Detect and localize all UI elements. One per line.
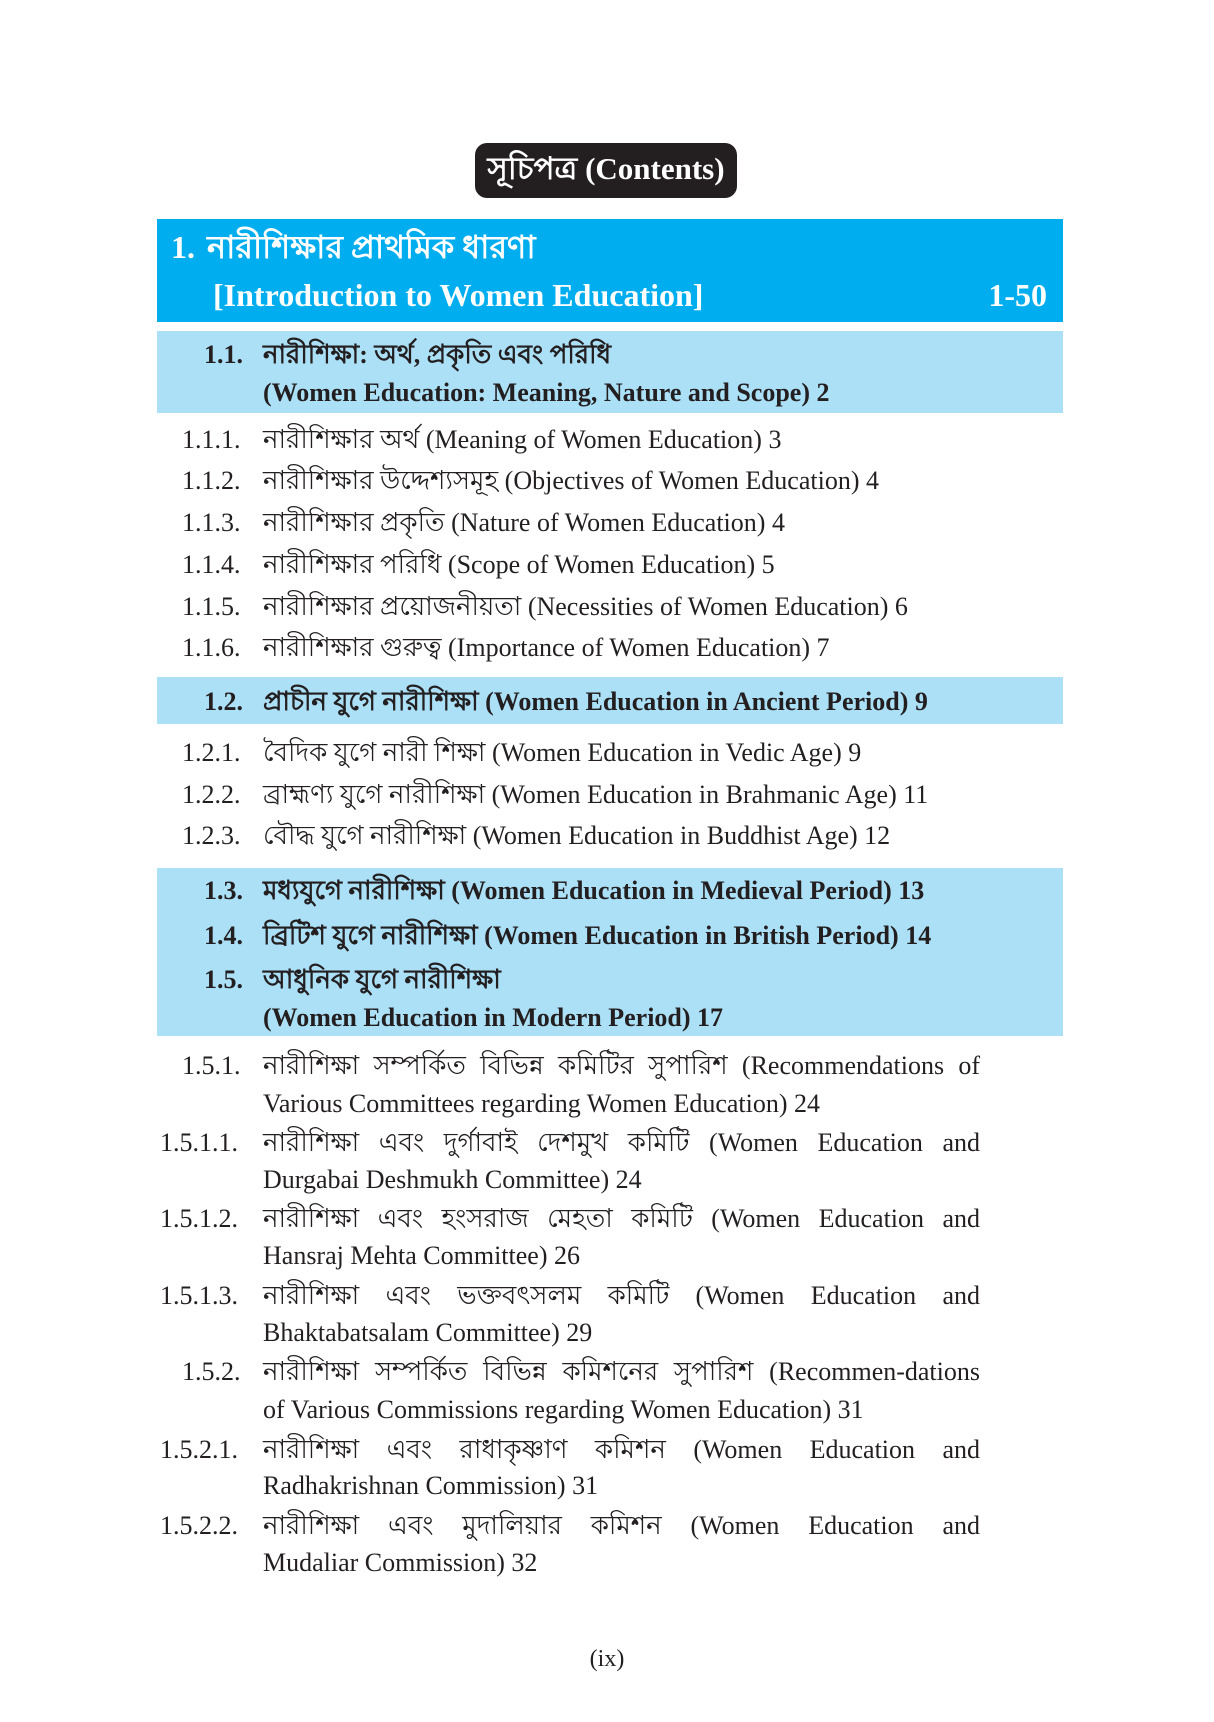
entry-number: 1.5. <box>204 965 243 994</box>
page-number: (ix) <box>589 1646 625 1672</box>
entry-text: আধুনিক যুগে নারীশিক্ষা <box>263 965 501 994</box>
entry-number: 1.5.1.1. <box>160 1128 238 1157</box>
entry-text: বৈদিক যুগে নারী শিক্ষা (Women Education in Vedic Age) 9 <box>263 738 862 767</box>
chapter-number: 1. <box>171 229 195 265</box>
entry-text: Hansraj Mehta Committee) 26 <box>263 1241 580 1270</box>
entry-text: নারীশিক্ষার পরিধি (Scope of Women Education) 5 <box>263 550 775 579</box>
entry-text: Mudaliar Commission) 32 <box>263 1548 538 1577</box>
entry-text: নারীশিক্ষা সম্পর্কিত বিভিন্ন কমিশনের সুপারিশ (Recommen-dations <box>263 1357 980 1386</box>
entry-text: নারীশিক্ষার উদ্দেশ্যসমূহ (Objectives of Women Education) 4 <box>263 466 879 495</box>
entry-text: Radhakrishnan Commission) 31 <box>263 1471 599 1500</box>
entry-number: 1.1.4. <box>182 550 241 579</box>
entry-text: নারীশিক্ষা এবং মুদালিয়ার কমিশন (Women Education and <box>263 1511 980 1540</box>
entry-number: 1.1.2. <box>182 466 241 495</box>
entry-number: 1.2.1. <box>182 738 241 767</box>
entry-text: নারীশিক্ষা: অর্থ, প্রকৃতি এবং পরিধি <box>263 340 612 369</box>
entry-number: 1.5.1.3. <box>160 1281 238 1310</box>
entry-text: Various Committees regarding Women Education) 24 <box>263 1089 821 1118</box>
entry-number: 1.2. <box>204 687 243 716</box>
entry-text: নারীশিক্ষা এবং হংসরাজ মেহতা কমিটি (Women Education and <box>263 1204 980 1233</box>
contents-title: সূচিপত্র (Contents) <box>475 143 737 198</box>
entry-number: 1.5.2.1. <box>160 1435 238 1464</box>
entry-text: নারীশিক্ষার অর্থ (Meaning of Women Education) 3 <box>263 425 782 454</box>
entry-text: নারীশিক্ষা এবং ভক্তবৎসলম কমিটি (Women Education and <box>263 1281 980 1310</box>
entry-text: মধ্যযুগে নারীশিক্ষা (Women Education in Medieval Period) 13 <box>263 876 925 905</box>
entry-text: ব্রিটিশ যুগে নারীশিক্ষা (Women Education in British Period) 14 <box>263 921 932 950</box>
entry-number: 1.5.1. <box>182 1051 241 1080</box>
entry-text: (Women Education: Meaning, Nature and Scope) 2 <box>263 378 830 407</box>
entry-number: 1.1. <box>204 340 243 369</box>
entry-number: 1.1.6. <box>182 633 241 662</box>
entry-text: প্রাচীন যুগে নারীশিক্ষা (Women Education in Ancient Period) 9 <box>263 687 928 716</box>
entry-text: নারীশিক্ষার প্রয়োজনীয়তা (Necessities of Women Education) 6 <box>263 592 908 621</box>
entry-number: 1.3. <box>204 876 243 905</box>
entry-text: (Women Education in Modern Period) 17 <box>263 1003 724 1032</box>
entry-text: নারীশিক্ষা এবং দুর্গাবাই দেশমুখ কমিটি (Women Education and <box>263 1128 980 1157</box>
chapter-header <box>157 219 1063 322</box>
entry-text: ব্রাহ্মণ্য যুগে নারীশিক্ষা (Women Education in Brahmanic Age) 11 <box>263 780 929 809</box>
entry-number: 1.1.1. <box>182 425 241 454</box>
entry-text: of Various Commissions regarding Women Education) 31 <box>263 1395 864 1424</box>
entry-number: 1.2.2. <box>182 780 241 809</box>
entry-text: নারীশিক্ষার গুরুত্ব (Importance of Women Education) 7 <box>263 633 830 662</box>
entry-number: 1.5.2.2. <box>160 1511 238 1540</box>
chapter-pages: 1-50 <box>988 277 1047 313</box>
entry-text: নারীশিক্ষার প্রকৃতি (Nature of Women Education) 4 <box>263 508 785 537</box>
entry-number: 1.2.3. <box>182 821 241 850</box>
entry-text: নারীশিক্ষা সম্পর্কিত বিভিন্ন কমিটির সুপারিশ (Recommendations of <box>263 1051 980 1080</box>
entry-text: নারীশিক্ষা এবং রাধাকৃষ্ণাণ কমিশন (Women Education and <box>263 1435 980 1464</box>
entry-text: Bhaktabatsalam Committee) 29 <box>263 1318 593 1347</box>
entry-number: 1.1.3. <box>182 508 241 537</box>
entry-number: 1.5.1.2. <box>160 1204 238 1233</box>
chapter-title-en: [Introduction to Women Education] <box>213 277 704 313</box>
entry-text: বৌদ্ধ যুগে নারীশিক্ষা (Women Education in Buddhist Age) 12 <box>263 821 891 850</box>
chapter-title-bn: নারীশিক্ষার প্রাথমিক ধারণা <box>207 229 536 265</box>
entry-number: 1.1.5. <box>182 592 241 621</box>
entry-number: 1.5.2. <box>182 1357 241 1386</box>
entry-number: 1.4. <box>204 921 243 950</box>
entry-text: Durgabai Deshmukh Committee) 24 <box>263 1165 642 1194</box>
